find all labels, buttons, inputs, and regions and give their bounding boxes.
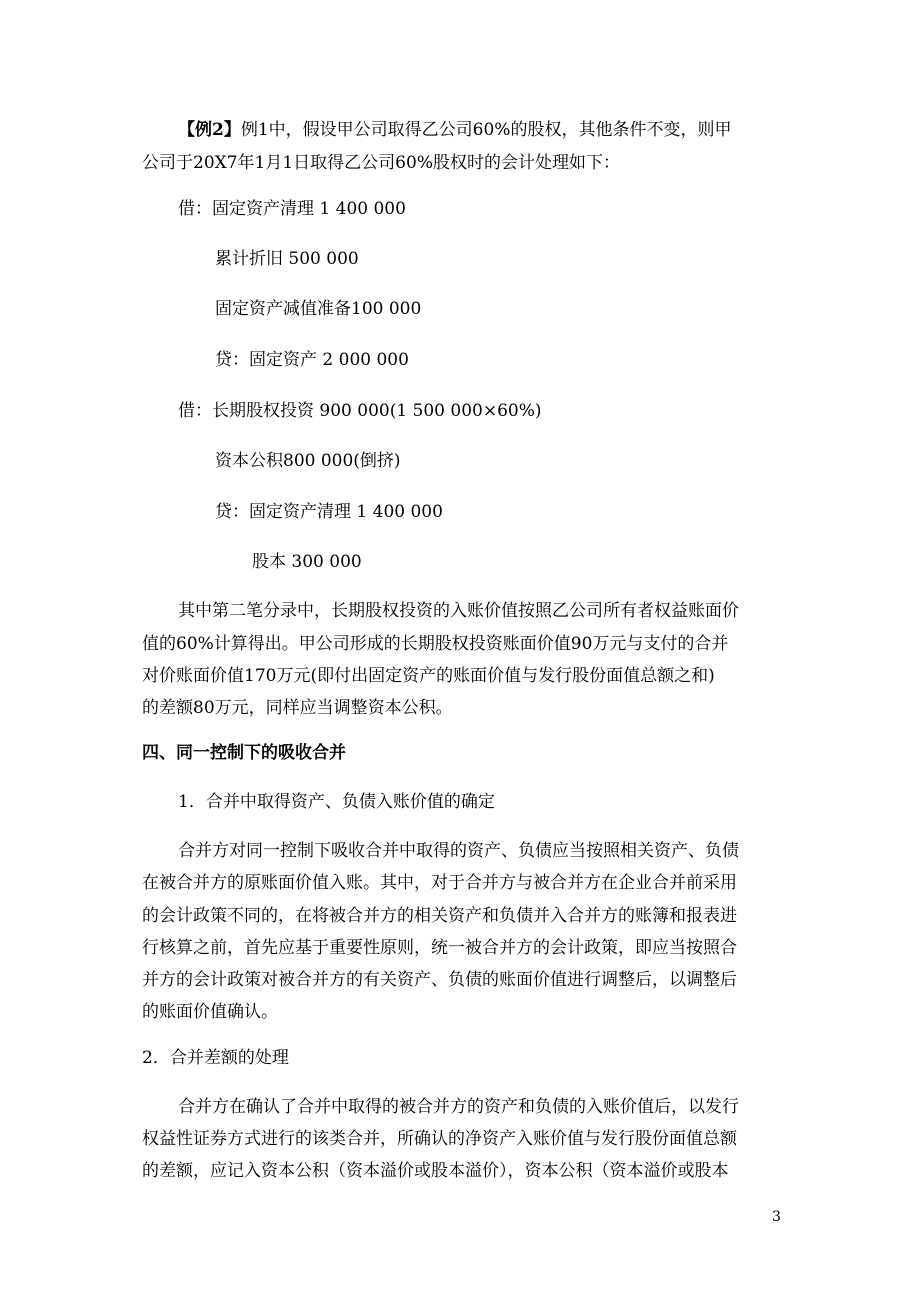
paragraph-line: 其中第二笔分录中，长期股权投资的入账价值按照乙公司所有者权益账面价 bbox=[178, 601, 739, 621]
journal-entry-line: 资本公积800 000(倒挤) bbox=[215, 451, 401, 471]
journal-entry-line: 贷：固定资产清理 1 400 000 bbox=[215, 502, 443, 522]
journal-entry-line: 借：长期股权投资 900 000(1 500 000×60%) bbox=[178, 401, 542, 421]
page-number: 3 bbox=[772, 1209, 781, 1225]
paragraph-line: 值的60%计算得出。甲公司形成的长期股权投资账面价值90万元与支付的合并 bbox=[142, 634, 729, 654]
journal-entry-line: 累计折旧 500 000 bbox=[215, 249, 359, 269]
subheading: 1．合并中取得资产、负债入账价值的确定 bbox=[178, 792, 495, 812]
paragraph-line: 的差额，应记入资本公积（资本溢价或股本溢价），资本公积（资本溢价或股本 bbox=[142, 1161, 729, 1181]
paragraph-line: 权益性证券方式进行的该类合并，所确认的净资产入账价值与发行股份面值总额 bbox=[142, 1129, 737, 1149]
paragraph-line: 并方的会计政策对被合并方的有关资产、负债的账面价值进行调整后，以调整后 bbox=[142, 970, 737, 990]
paragraph-line: 对价账面价值170万元(即付出固定资产的账面价值与发行股份面值总额之和) bbox=[142, 666, 715, 686]
example-intro-line1 bbox=[178, 119, 731, 141]
paragraph-line: 合并方在确认了合并中取得的被合并方的资产和负债的入账价值后，以发行 bbox=[178, 1097, 739, 1117]
example-intro-text: 例1中，假设甲公司取得乙公司60%的股权，其他条件不变，则甲 bbox=[240, 120, 732, 140]
journal-entry-line: 借：固定资产清理 1 400 000 bbox=[178, 199, 406, 219]
subheading: 2．合并差额的处理 bbox=[142, 1048, 289, 1068]
paragraph-line: 的账面价值确认。 bbox=[142, 1002, 278, 1022]
example-label: 【例2】 bbox=[178, 120, 241, 140]
paragraph-line: 合并方对同一控制下吸收合并中取得的资产、负债应当按照相关资产、负债 bbox=[178, 841, 739, 861]
paragraph-line: 在被合并方的原账面价值入账。其中，对于合并方与被合并方在企业合并前采用 bbox=[142, 873, 737, 893]
journal-entry-line: 固定资产减值准备100 000 bbox=[215, 299, 422, 319]
journal-entry-line: 贷：固定资产 2 000 000 bbox=[215, 350, 409, 370]
section-heading: 四、同一控制下的吸收合并 bbox=[142, 743, 346, 763]
paragraph-line: 的差额80万元，同样应当调整资本公积。 bbox=[142, 698, 453, 718]
paragraph-line: 行核算之前，首先应基于重要性原则，统一被合并方的会计政策，即应当按照合 bbox=[142, 938, 737, 958]
journal-entry-line: 股本 300 000 bbox=[252, 552, 362, 572]
paragraph-line: 的会计政策不同的，在将被合并方的相关资产和负债并入合并方的账簿和报表进 bbox=[142, 906, 737, 926]
example-intro-line2: 公司于20X7年1月1日取得乙公司60%股权时的会计处理如下： bbox=[142, 153, 620, 173]
